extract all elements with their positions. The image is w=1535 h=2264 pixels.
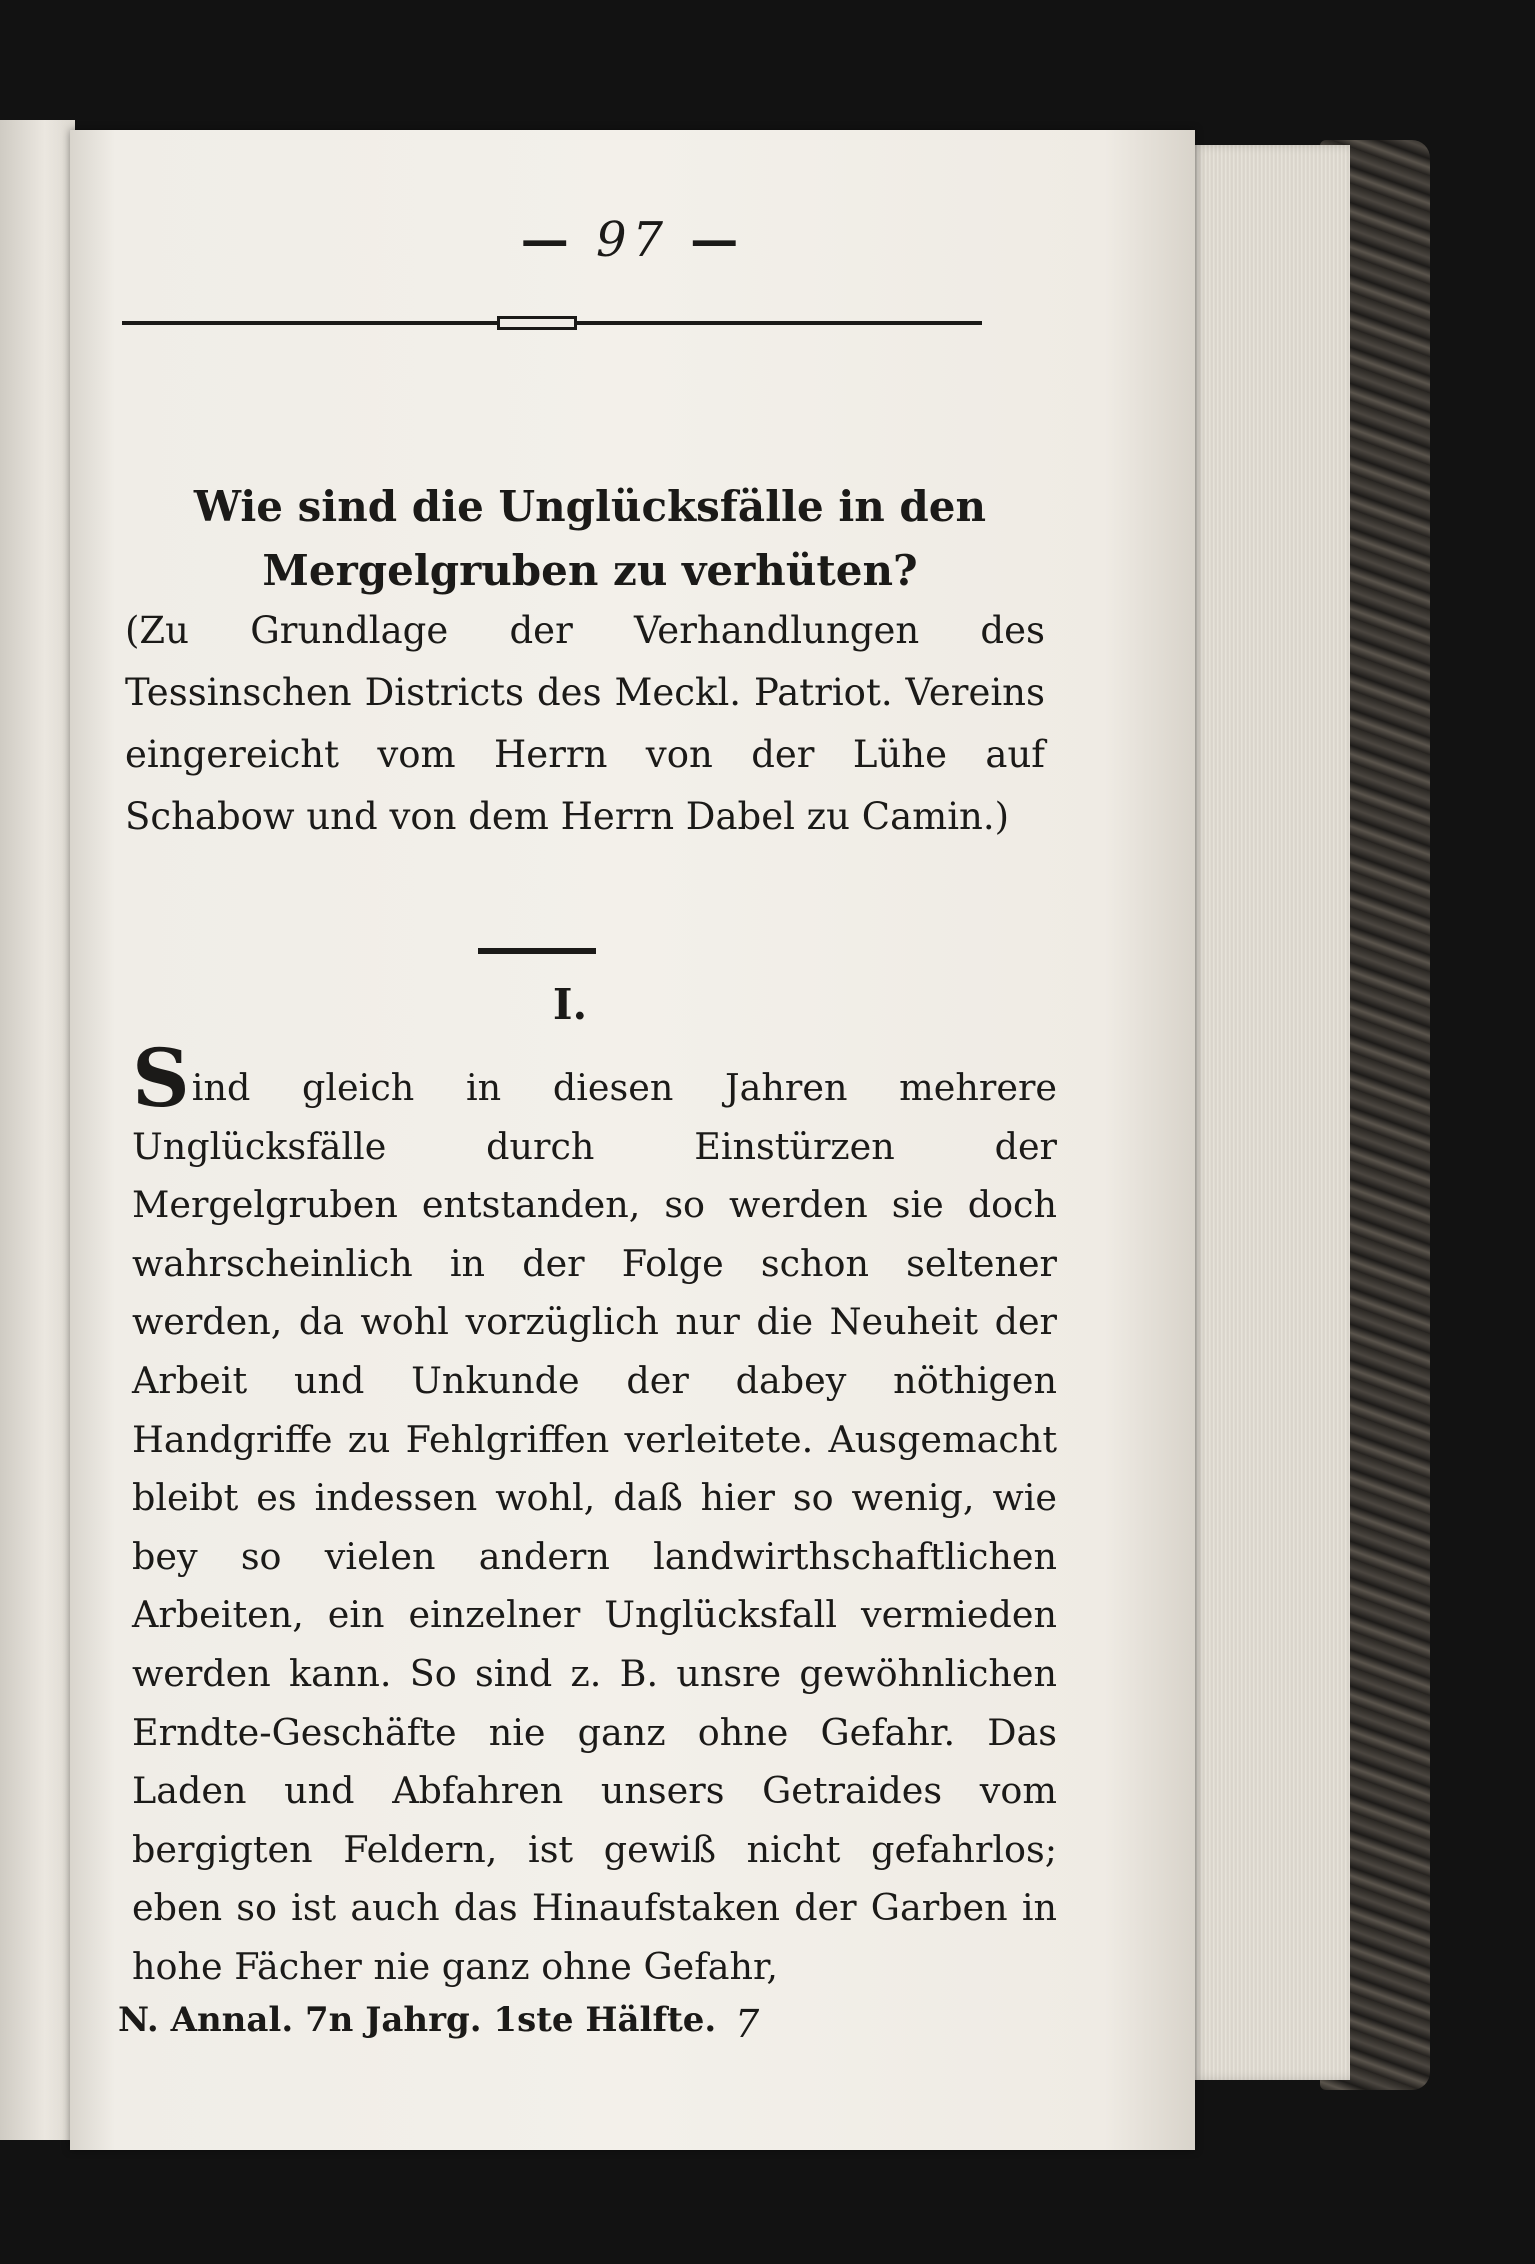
signature-line: N. Annal. 7n Jahrg. 1ste Hälfte. bbox=[118, 2000, 717, 2040]
sheet-number: 7 bbox=[735, 2002, 760, 2046]
header-rule-ornament bbox=[497, 316, 577, 330]
header-dash-right: — bbox=[690, 212, 745, 268]
article-title: Wie sind die Unglücksfälle in den Mergelgruben zu verhüten? bbox=[193, 482, 987, 595]
page-number: 97 bbox=[595, 212, 670, 268]
header-rule bbox=[122, 316, 982, 330]
page-stack-edge bbox=[1190, 145, 1350, 2080]
section-divider bbox=[478, 948, 596, 954]
body-paragraph bbox=[132, 1031, 1057, 1997]
drop-cap: S bbox=[132, 1031, 190, 1125]
page-header bbox=[70, 212, 1195, 268]
page-content bbox=[70, 130, 1195, 2150]
body-text: ind gleich in diesen Jahren mehrere Unglücksfälle durch Einstürzen der Mergelgruben entstanden, so werden sie doch wahrscheinlich in der Folge schon seltener werden, da wohl vorzüglich nur die Neuheit der Arbeit und Unkunde der dabey nöthigen Handgriffe zu Fehlgriffen verleitete. Ausgemacht bleibt es indessen wohl, daß hier so wenig, wie bey so vielen andern landwirthschaftlichen Arbeiten, ein einzelner Unglücksfall vermieden werden kann. So sind z. B. unsre gewöhnlichen Erndte-Geschäfte nie ganz ohne Gefahr. Das Laden und Abfahren unsers Getraides vom bergigten Feldern, ist gewiß nicht gefahrlos; eben so ist auch das Hinaufstaken der Garben in hohe Fächer nie ganz ohne Gefahr, bbox=[132, 1066, 1057, 1988]
book-page bbox=[70, 130, 1195, 2150]
header-dash-left: — bbox=[520, 212, 575, 268]
article-subtitle: (Zu Grundlage der Verhandlungen des Tessinschen Districts des Meckl. Patriot. Vereins eingereicht vom Herrn von der Lühe auf Schabow und von dem Herrn Dabel zu Camin.) bbox=[125, 609, 1045, 838]
left-page-edge bbox=[0, 120, 75, 2140]
section-number: I. bbox=[552, 980, 588, 1029]
